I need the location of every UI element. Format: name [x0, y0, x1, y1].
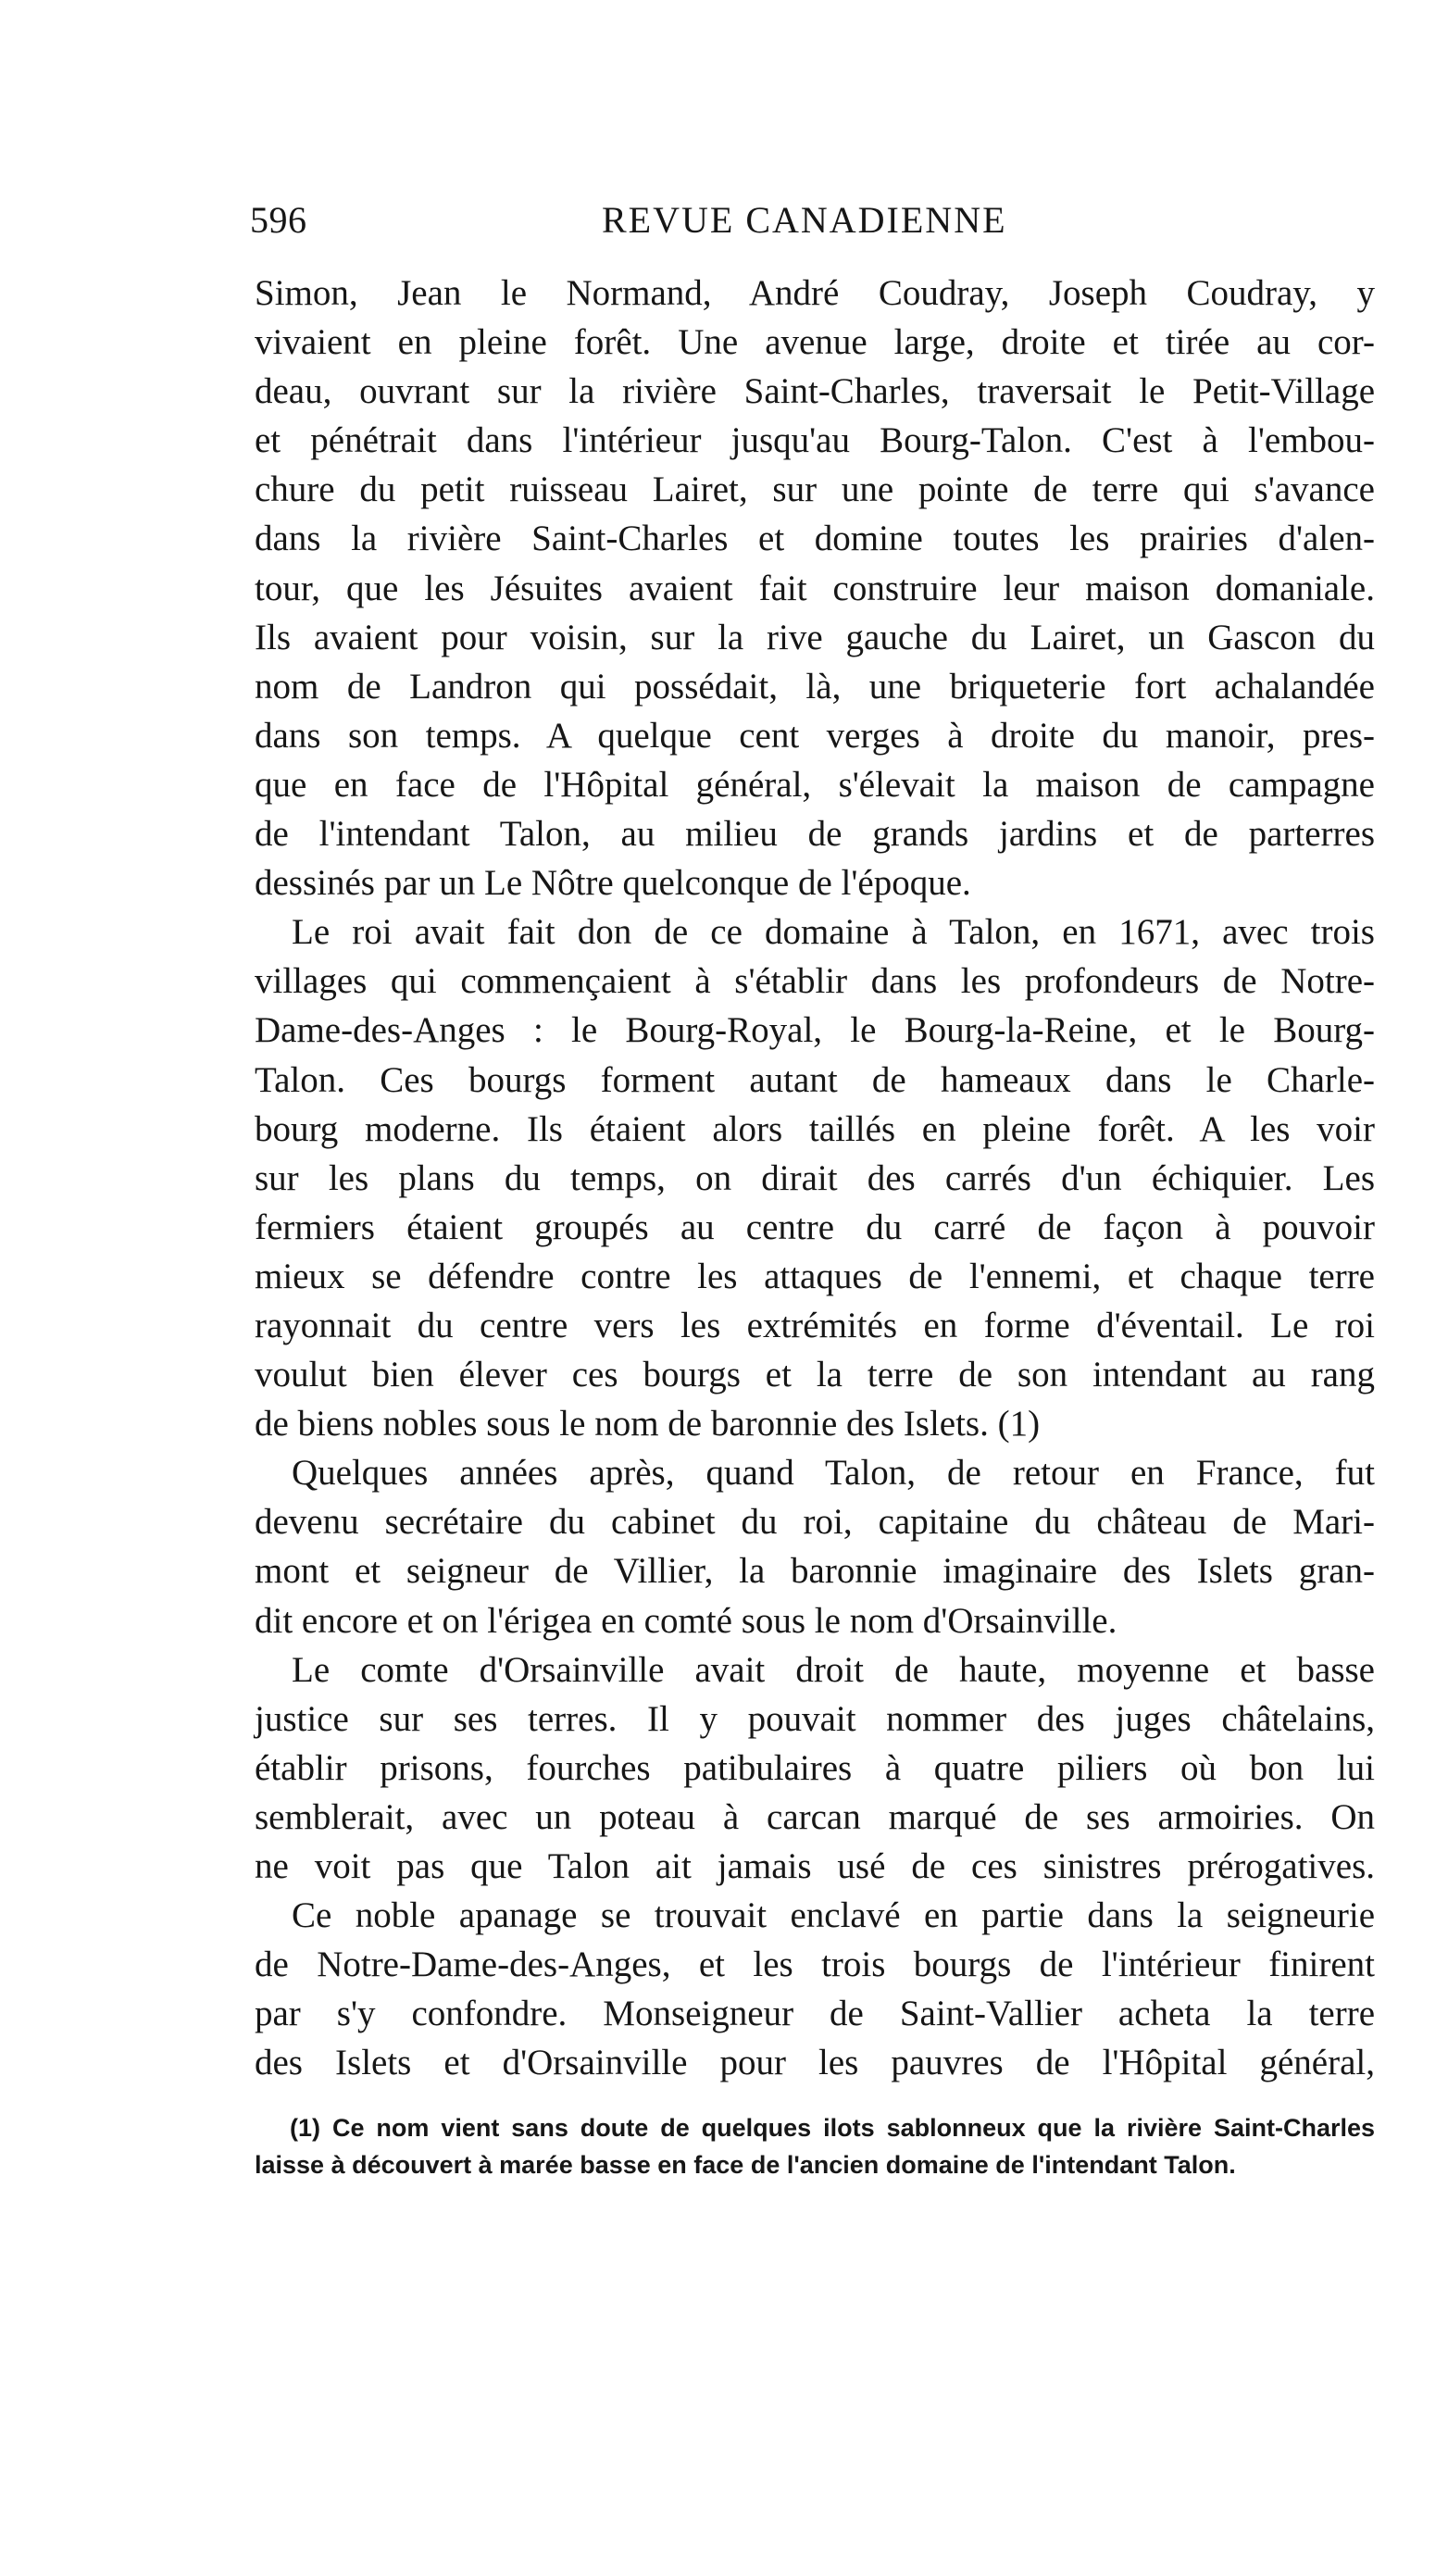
footnote-line: laisse à découvert à marée basse en face de l'ancien domaine de l'intendant Talon. — [255, 2151, 1236, 2179]
text-line: de biens nobles sous le nom de baronnie des Islets. (1) — [255, 1404, 1041, 1444]
text-line: dans la rivière Saint-Charles et domine toutes les prairies d'alen- — [255, 519, 1375, 559]
text-line: mieux se défendre contre les attaques de l'ennemi, et chaque terre — [255, 1256, 1375, 1296]
text-line: de Notre-Dame-des-Anges, et les trois bourgs de l'intérieur finirent — [255, 1945, 1375, 1985]
text-line: vivaient en pleine forêt. Une avenue large, droite et tirée au cor- — [255, 322, 1375, 363]
text-line: dans son temps. A quelque cent verges à droite du manoir, pres- — [255, 715, 1375, 756]
text-line: Simon, Jean le Normand, André Coudray, Joseph Coudray, y — [255, 273, 1375, 313]
journal-title: REVUE CANADIENNE — [602, 199, 1007, 241]
text-line: mont et seigneur de Villier, la baronnie imaginaire des Islets gran- — [255, 1551, 1375, 1592]
text-line: sur les plans du temps, on dirait des carrés d'un échiquier. Les — [255, 1157, 1375, 1198]
text-line: fermiers étaient groupés au centre du carré de façon à pouvoir — [255, 1207, 1375, 1247]
text-line: Ce noble apanage se trouvait enclavé en partie dans la seigneurie — [292, 1895, 1375, 1936]
text-line: et pénétrait dans l'intérieur jusqu'au Bourg-Talon. C'est à l'embou- — [255, 420, 1375, 461]
footnote — [255, 2109, 1375, 2183]
text-line: Talon. Ces bourgs forment autant de hameaux dans le Charle- — [255, 1059, 1375, 1100]
text-line: rayonnait du centre vers les extrémités en forme d'éventail. Le roi — [255, 1305, 1375, 1345]
running-head — [250, 193, 1389, 248]
text-line: dit encore et on l'érigea en comté sous le nom d'Orsainville. — [255, 1600, 1117, 1641]
text-line: établir prisons, fourches patibulaires à quatre piliers où bon lui — [255, 1747, 1375, 1788]
page-number: 596 — [250, 199, 307, 241]
text-line: chure du petit ruisseau Lairet, sur une pointe de terre qui s'avance — [255, 469, 1375, 510]
text-line: de l'intendant Talon, au milieu de grands jardins et de parterres — [255, 814, 1375, 855]
text-line: Quelques années après, quand Talon, de retour en France, fut — [292, 1453, 1375, 1494]
text-line: dessinés par un Le Nôtre quelconque de l'époque. — [255, 863, 971, 904]
text-line: ne voit pas que Talon ait jamais usé de ces sinistres prérogatives. — [255, 1846, 1375, 1886]
text-line: Le roi avait fait don de ce domaine à Talon, en 1671, avec trois — [292, 912, 1375, 953]
text-line: que en face de l'Hôpital général, s'élevait la maison de campagne — [255, 764, 1375, 805]
text-line: voulut bien élever ces bourgs et la terre de son intendant au rang — [255, 1355, 1375, 1395]
body-text — [255, 269, 1375, 2087]
text-line: tour, que les Jésuites avaient fait construire leur maison domaniale. — [255, 568, 1375, 608]
text-line: par s'y confondre. Monseigneur de Saint-Vallier acheta la terre — [255, 1994, 1375, 2034]
text-line: deau, ouvrant sur la rivière Saint-Charles, traversait le Petit-Village — [255, 371, 1375, 412]
text-line: nom de Landron qui possédait, là, une briqueterie fort achalandée — [255, 666, 1375, 707]
text-line: Ils avaient pour voisin, sur la rive gauche du Lairet, un Gascon du — [255, 617, 1375, 657]
text-line: semblerait, avec un poteau à carcan marqué de ses armoiries. On — [255, 1796, 1375, 1837]
text-line: Le comte d'Orsainville avait droit de haute, moyenne et basse — [292, 1649, 1375, 1690]
text-line: justice sur ses terres. Il y pouvait nommer des juges châtelains, — [255, 1698, 1375, 1739]
text-line: devenu secrétaire du cabinet du roi, capitaine du château de Mari- — [255, 1502, 1375, 1543]
text-line: villages qui commençaient à s'établir dans les profondeurs de Notre- — [255, 961, 1375, 1002]
text-line: des Islets et d'Orsainville pour les pauvres de l'Hôpital général, — [255, 2043, 1375, 2083]
footnote-line: (1) Ce nom vient sans doute de quelques ilots sablonneux que la rivière Saint-Charles — [290, 2114, 1375, 2142]
text-line: bourg moderne. Ils étaient alors taillés en pleine forêt. A les voir — [255, 1108, 1375, 1149]
text-line: Dame-des-Anges : le Bourg-Royal, le Bourg-la-Reine, et le Bourg- — [255, 1010, 1375, 1051]
